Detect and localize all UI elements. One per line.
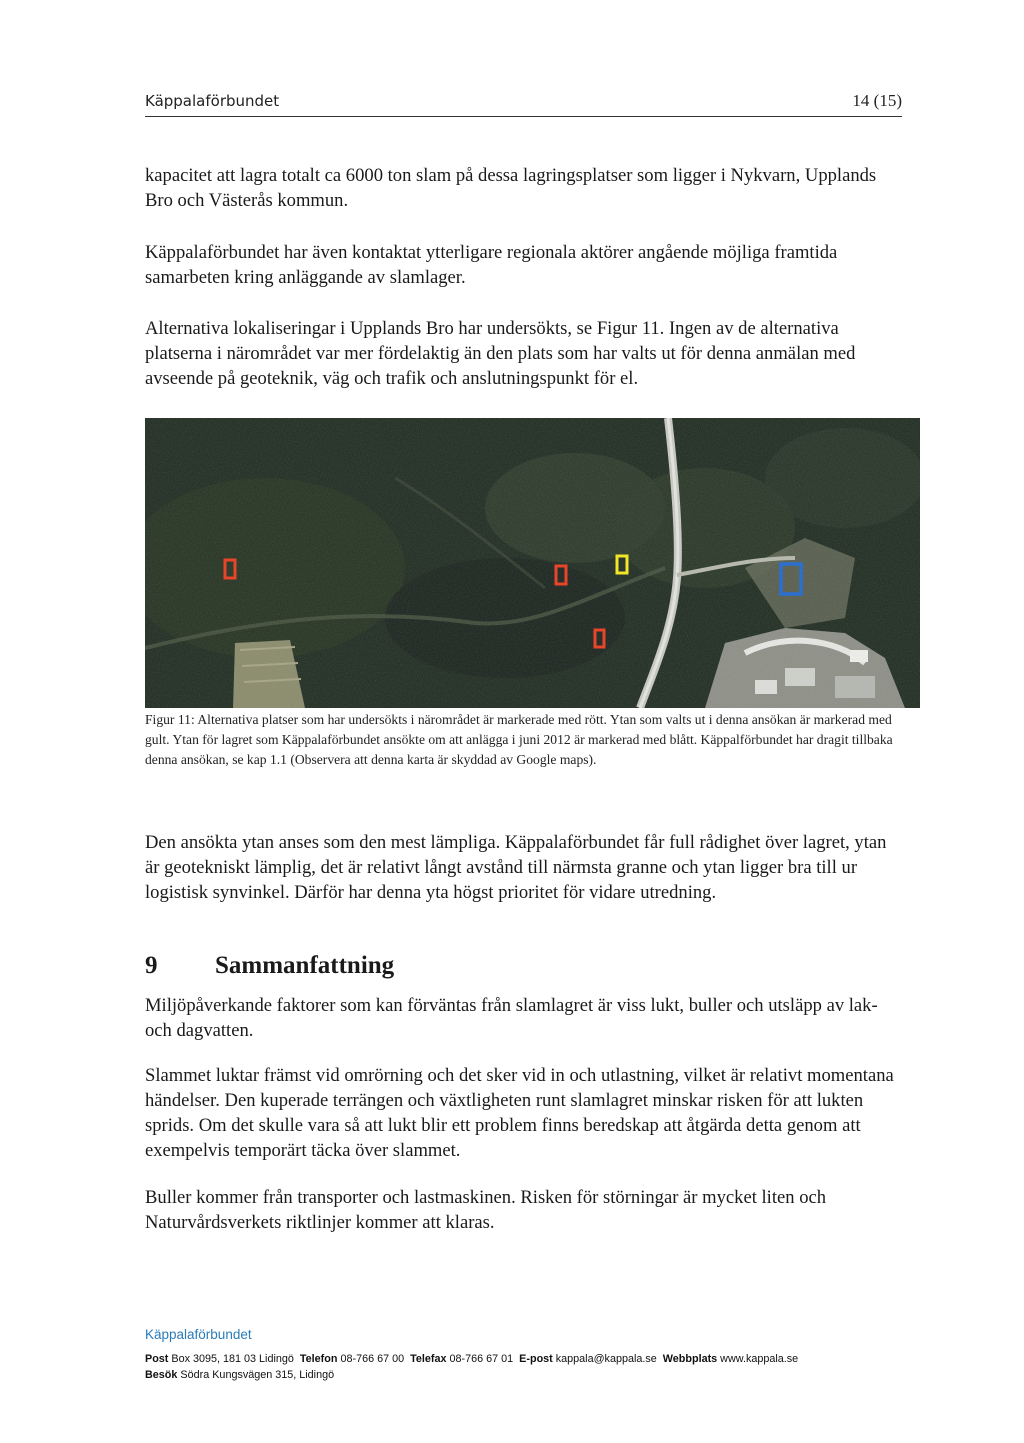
paragraph-6: Slammet luktar främst vid omrörning och det sker vid in och utlastning, vilket är relativt momentana händelser. Den kuperade terrängen och växtligheten runt slamlagret minskar risken för att lukten sprids. Om det skulle vara så att lukt blir ett problem finns beredskap att åtgärda detta genom att exempelvis temporärt täcka över slammet. [145, 1065, 894, 1161]
paragraph-2: Käppalaförbundet har även kontaktat ytterligare regionala aktörer angående möjliga framtida samarbeten kring anläggande av slamlager. [145, 242, 838, 288]
footer-email-label: E-post [519, 1353, 553, 1365]
footer-visit-label: Besök [145, 1369, 178, 1381]
page-header [145, 90, 902, 117]
footer-post-value: Box 3095, 181 03 Lidingö [171, 1353, 294, 1365]
section-number: 9 [145, 952, 158, 979]
footer-email-value: kappala@kappala.se [555, 1353, 657, 1365]
section-title: Sammanfattning [215, 952, 395, 979]
footer-web-value: www.kappala.se [720, 1353, 799, 1365]
paragraph-7: Buller kommer från transporter och lastmaskinen. Risken för störningar är mycket liten och Naturvårdsverkets riktlinjer kommer att klaras. [145, 1187, 827, 1233]
paragraph-3: Alternativa lokaliseringar i Upplands Bro har undersökts, se Figur 11. Ingen av de alternativa platserna i närområdet var mer fördelaktig än den plats som har valts ut för denna anmälan med avseende på geoteknik, väg och trafik och anslutningspunkt för el. [145, 318, 856, 389]
footer-visit-line [145, 1369, 334, 1381]
footer-contact-line [145, 1353, 798, 1365]
paragraph-4: Den ansökta ytan anses som den mest lämpliga. Käppalaförbundet får full rådighet över lagret, ytan är geotekniskt lämplig, det är relativt långt avstånd till närmsta granne och ytan ligger bra till ur logistisk synvinkel. Därför har denna yta högst prioritet för vidare utredning. [145, 832, 887, 903]
footer-web-label: Webbplats [662, 1353, 718, 1365]
footer-tel-value: 08-766 67 00 [340, 1353, 405, 1365]
footer-post-label: Post [145, 1353, 169, 1365]
footer-fax-label: Telefax [410, 1353, 447, 1365]
page-number: 14 (15) [852, 91, 902, 110]
section-heading [145, 952, 394, 980]
footer-fax-value: 08-766 67 01 [449, 1353, 514, 1365]
satellite-map-figure [145, 418, 920, 708]
paragraph-5: Miljöpåverkande faktorer som kan förväntas från slamlagret är viss lukt, buller och utsläpp av lak- och dagvatten. [145, 995, 878, 1041]
satellite-map-image [145, 418, 920, 708]
footer-org: Käppalaförbundet [145, 1327, 252, 1342]
figure-caption: Figur 11: Alternativa platser som har undersökts i närområdet är markerade med rött. Ytan som valts ut i denna ansökan är markerad med gult. Ytan för lagret som Käppalaförbundet ansökte om att anlägga i juni 2012 är markerad med blått. Käppalförbundet har dragit tillbaka denna ansökan, se kap 1.1 (Observera att denna karta är skyddad av Google maps). [145, 712, 893, 767]
header-org: Käppalaförbundet [145, 92, 280, 110]
footer-tel-label: Telefon [299, 1353, 338, 1365]
footer-visit-value: Södra Kungsvägen 315, Lidingö [180, 1369, 335, 1381]
paragraph-1: kapacitet att lagra totalt ca 6000 ton slam på dessa lagringsplatser som ligger i Nykvarn, Upplands Bro och Västerås kommun. [145, 165, 877, 211]
